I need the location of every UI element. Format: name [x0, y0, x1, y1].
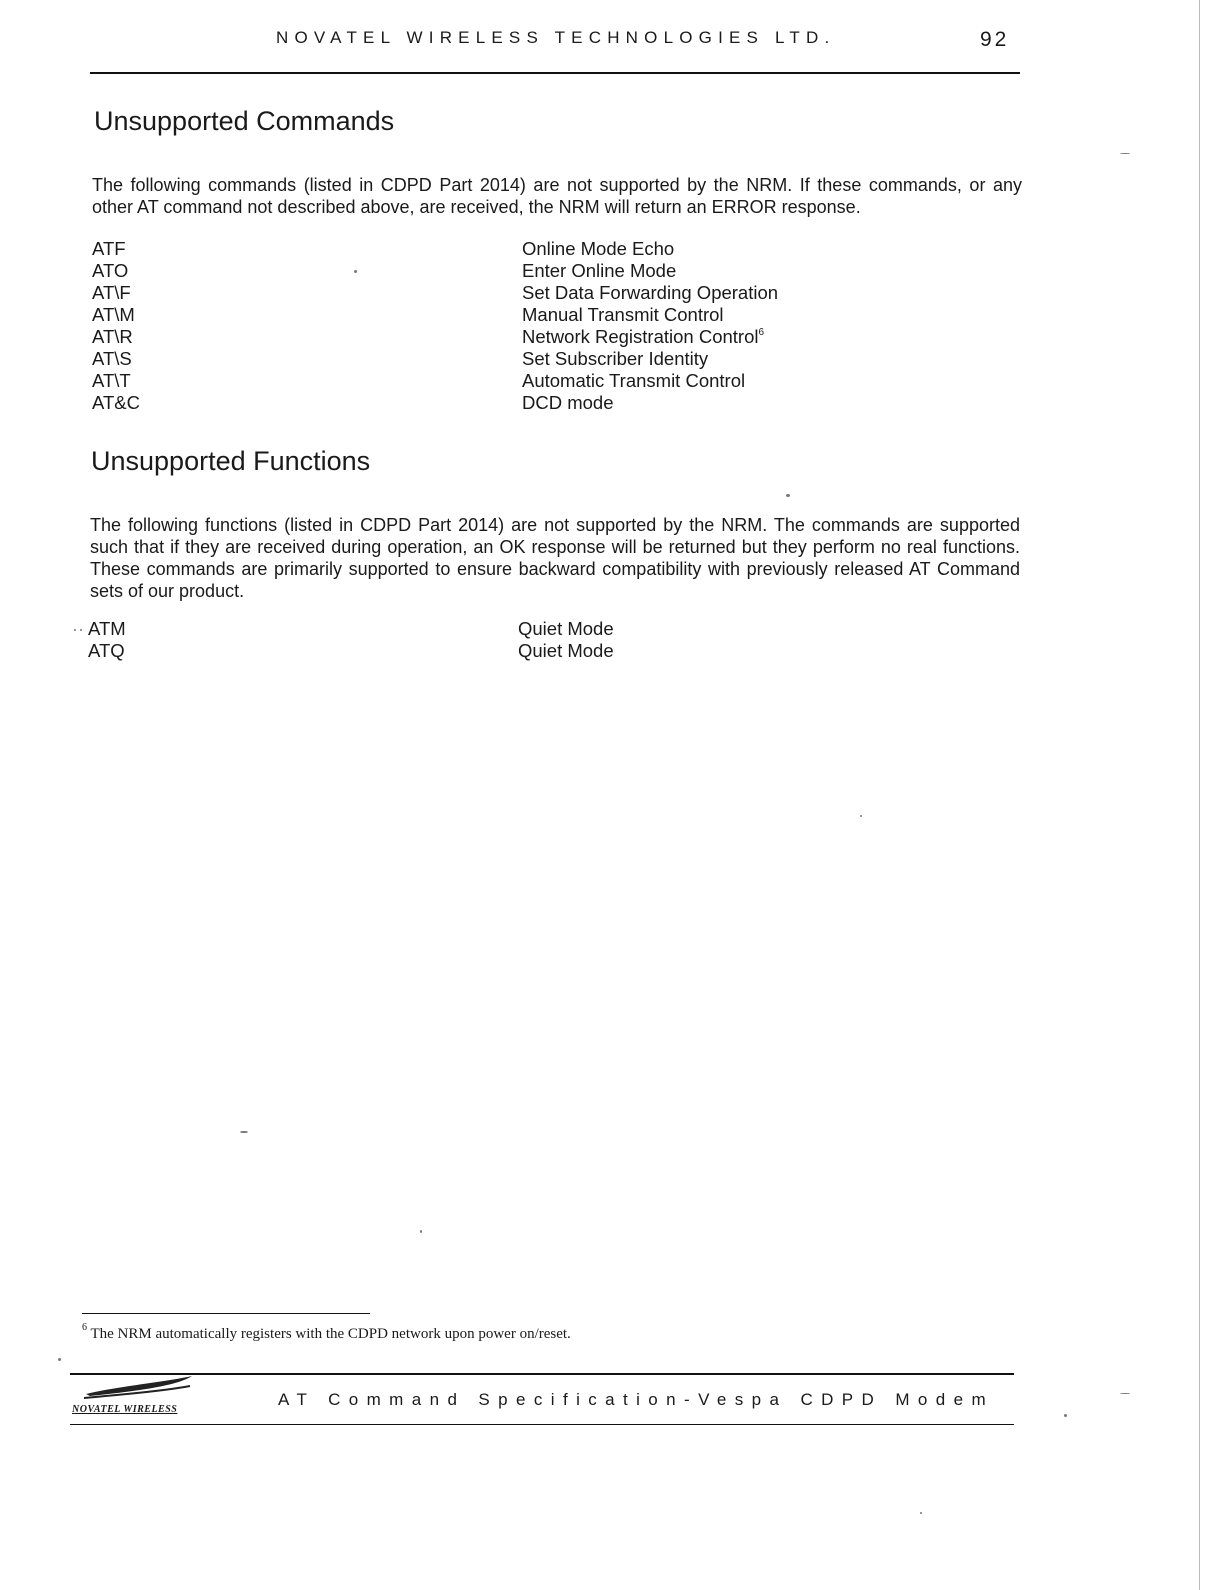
command-description-text: Set Data Forwarding Operation — [522, 282, 779, 303]
command-code: ATF — [92, 238, 126, 259]
header-company-name: NOVATEL WIRELESS TECHNOLOGIES LTD. — [276, 28, 836, 47]
command-description — [522, 348, 708, 370]
command-row — [92, 282, 892, 304]
command-description-text: Quiet Mode — [518, 640, 614, 661]
command-code: ATO — [92, 260, 129, 281]
command-description — [522, 326, 764, 348]
command-row — [92, 348, 892, 370]
command-code: AT\M — [92, 304, 135, 325]
command-code: AT\F — [92, 282, 131, 303]
command-row — [88, 640, 888, 662]
footnote-rule — [82, 1313, 370, 1314]
scan-edge-line — [1199, 0, 1200, 1590]
command-description-text: Manual Transmit Control — [522, 304, 724, 325]
command-code: AT\S — [92, 348, 132, 369]
command-description-text: Online Mode Echo — [522, 238, 675, 259]
command-row — [88, 618, 888, 640]
command-row — [92, 326, 892, 348]
header-rule — [90, 72, 1020, 74]
logo-text: NOVATEL WIRELESS — [72, 1404, 178, 1415]
scan-speck — [420, 1230, 422, 1233]
command-code: AT\T — [92, 370, 131, 391]
section-heading-unsupported-functions: Unsupported Functions — [91, 446, 371, 476]
command-description — [522, 238, 674, 260]
scan-speck — [1064, 1414, 1067, 1417]
scan-speck — [1120, 1393, 1130, 1394]
command-description — [522, 304, 724, 326]
scan-speck — [80, 629, 82, 631]
command-description — [522, 370, 745, 392]
footnote-text: The NRM automatically registers with the CDPD network upon power on/reset. — [90, 1326, 571, 1342]
footnote-ref-marker: 6 — [758, 327, 765, 338]
footnote — [82, 1322, 571, 1343]
company-logo — [70, 1368, 200, 1418]
command-description-text: Enter Online Mode — [522, 260, 677, 281]
command-description-text: Automatic Transmit Control — [522, 370, 746, 391]
section-intro-unsupported-commands: The following commands (listed in CDPD Part 2014) are not supported by the NRM. If these commands, or any other AT command not described above, are received, the NRM will return an ERROR response. — [92, 175, 1022, 217]
scan-speck — [240, 1131, 248, 1133]
command-description — [518, 618, 614, 640]
logo-swoosh-icon — [70, 1368, 200, 1408]
scan-speck — [1120, 153, 1130, 154]
command-description — [522, 392, 614, 414]
command-row — [92, 238, 892, 260]
scan-speck — [786, 494, 790, 497]
command-code: ATQ — [88, 640, 125, 661]
footnote-marker: 6 — [82, 1322, 87, 1333]
command-row — [92, 304, 892, 326]
command-description — [518, 640, 614, 662]
scan-speck — [354, 270, 357, 273]
unsupported-functions-list — [88, 618, 888, 662]
command-description-text: Quiet Mode — [518, 618, 614, 639]
scan-speck — [58, 1358, 61, 1361]
section-intro-unsupported-functions: The following functions (listed in CDPD Part 2014) are not supported by the NRM. The commands are supported such that if they are received during operation, an OK response will be returned but they perform no real functions. These commands are primarily supported to ensure backward compatibility with previously released AT Command sets of our product. — [90, 515, 1020, 601]
command-row — [92, 370, 892, 392]
command-description — [522, 282, 778, 304]
section-heading-unsupported-commands: Unsupported Commands — [94, 106, 395, 136]
footer-top-rule — [70, 1373, 1014, 1375]
footer-document-title: AT Command Specification-Vespa CDPD Modem — [278, 1390, 995, 1409]
scan-speck — [860, 815, 862, 817]
scan-speck — [74, 629, 76, 631]
command-code: AT&C — [92, 392, 140, 413]
command-code: ATM — [88, 618, 126, 639]
unsupported-commands-list — [92, 238, 892, 414]
command-description — [522, 260, 676, 282]
command-row — [92, 392, 892, 414]
command-description-text: DCD mode — [522, 392, 614, 413]
scan-speck — [920, 1512, 922, 1514]
page-number: 92 — [980, 28, 1010, 51]
command-description-text: Network Registration Control — [522, 326, 759, 347]
command-code: AT\R — [92, 326, 133, 347]
command-row — [92, 260, 892, 282]
command-description-text: Set Subscriber Identity — [522, 348, 709, 369]
footer-bottom-rule — [70, 1424, 1014, 1425]
